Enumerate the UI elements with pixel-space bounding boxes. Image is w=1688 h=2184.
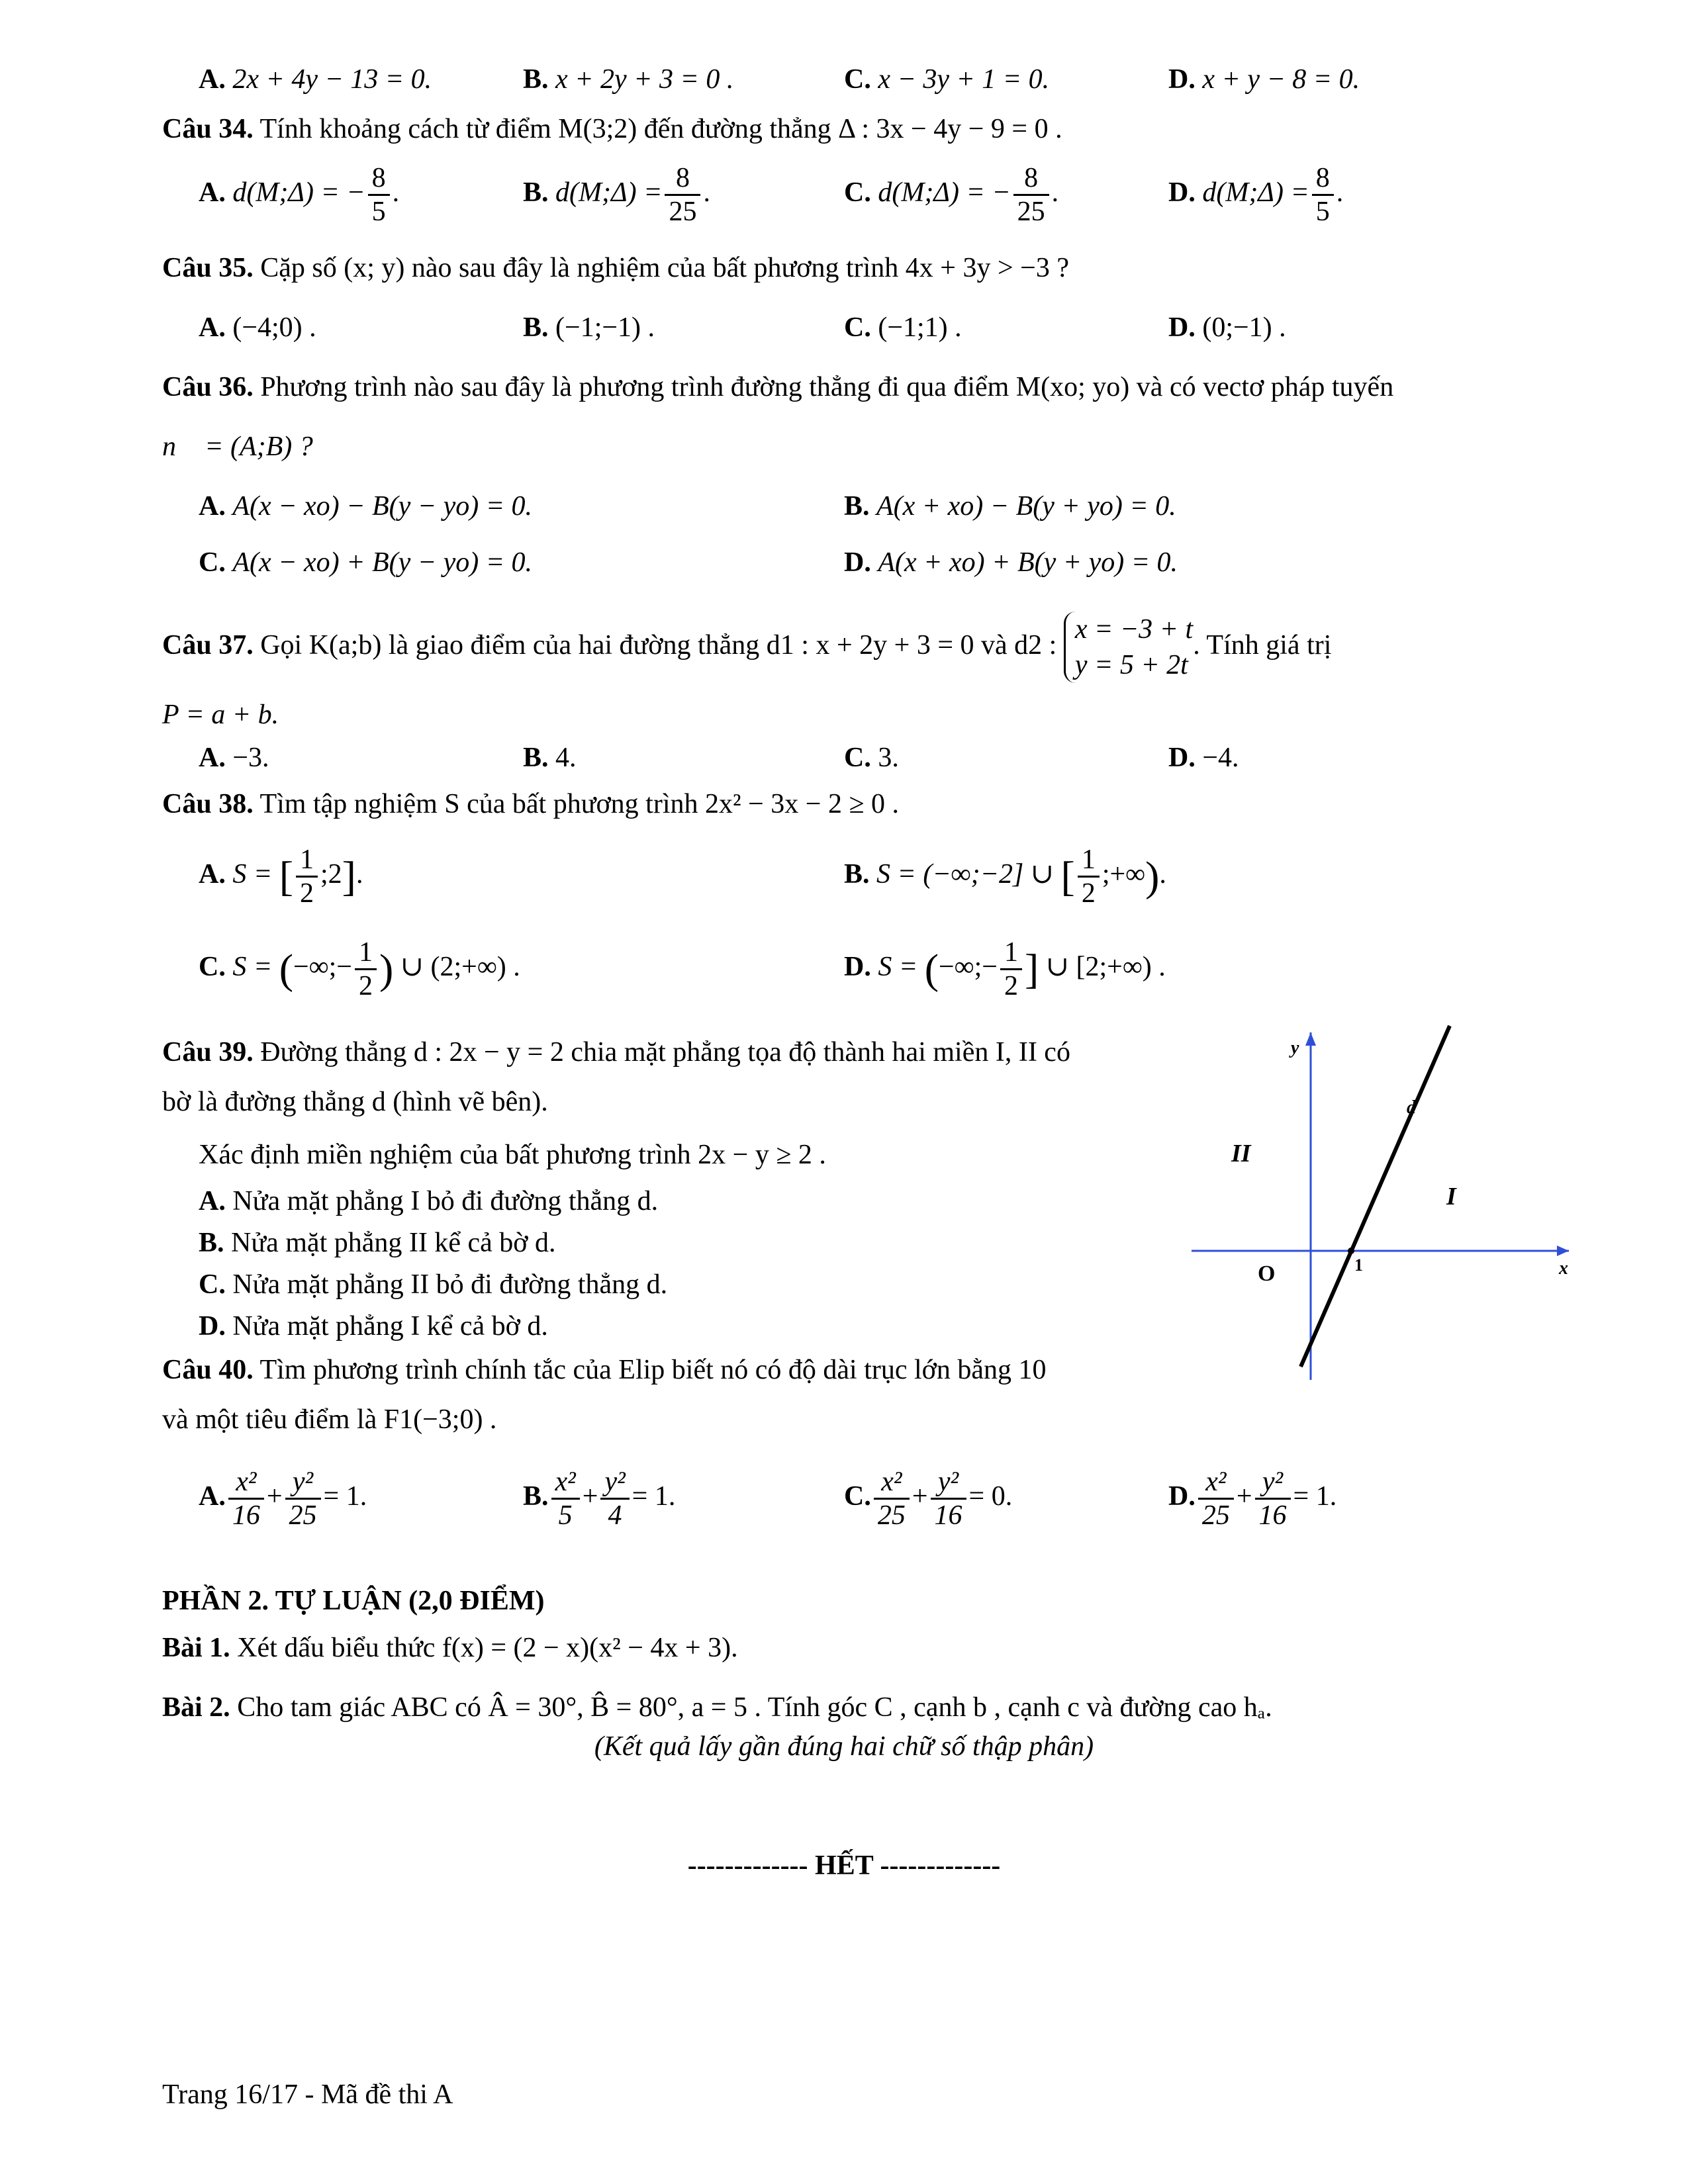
- region-i-label: I: [1446, 1183, 1456, 1210]
- q40-option-b: B. $\frac{\text{x²}}{5}$ + $\frac{\text{y²}}{4}$ = 1.: [523, 1467, 676, 1531]
- point-one: [1348, 1248, 1354, 1254]
- y-axis-arrow-icon: [1305, 1032, 1316, 1046]
- q33-option-d: D. x + y − 8 = 0.: [1168, 64, 1360, 95]
- q39-question: Câu 39. Đường thẳng d : 2x − y = 2 chia mặt phẳng tọa độ thành hai miền I, II có: [162, 1037, 1070, 1068]
- q34-option-d: D. d(M;Δ) = $\frac{8}{5}$ .: [1168, 163, 1344, 227]
- origin-label: O: [1258, 1261, 1276, 1286]
- q37-option-c: C. 3.: [844, 743, 899, 773]
- q40-question-cont: và một tiêu điểm là F1(−3;0) .: [162, 1404, 497, 1435]
- q37-system: x = −3 + t y = 5 + 2t: [1064, 612, 1193, 683]
- q36-option-a: A. A(x − xo) − B(y − yo) = 0.: [199, 491, 533, 522]
- x-axis-arrow-icon: [1557, 1246, 1569, 1256]
- q35-option-a: A. (−4;0) .: [199, 312, 316, 343]
- region-ii-label: II: [1231, 1140, 1251, 1167]
- q39-option-d: D. Nửa mặt phẳng I kể cả bờ d.: [199, 1311, 548, 1342]
- q38-option-d: D. S = (−∞;− $\frac{1}{2}$ ] ∪ [2;+∞) .: [844, 937, 1166, 1001]
- q38-option-c: C. S = (−∞;− $\frac{1}{2}$ ) ∪ (2;+∞) .: [199, 937, 520, 1001]
- q34-option-b: B. d(M;Δ) = $\frac{8}{25}$ .: [523, 163, 710, 227]
- q37-question-cont: P = a + b.: [162, 700, 279, 730]
- q39-prompt: Xác định miền nghiệm của bất phương trình 2x − y ≥ 2 .: [199, 1140, 826, 1170]
- q38-option-a: A. S = [ $\frac{1}{2}$ ;2].: [199, 844, 363, 909]
- q37-option-a: A. −3.: [199, 743, 269, 773]
- bai2: Bài 2. Cho tam giác ABC có Â = 30°, B̂ = 80°, a = 5 . Tính góc C , cạnh b , cạnh c và đường cao hₐ.: [162, 1692, 1272, 1723]
- q35-option-b: B. (−1;−1) .: [523, 312, 655, 343]
- line-d: [1301, 1026, 1450, 1367]
- q36-option-b: B. A(x + xo) − B(y + yo) = 0.: [844, 491, 1176, 522]
- q38-question: Câu 38. Tìm tập nghiệm S của bất phương trình 2x² − 3x − 2 ≥ 0 .: [162, 789, 900, 819]
- q38-option-b: B. S = (−∞;−2] ∪ [ $\frac{1}{2}$ ;+∞).: [844, 844, 1166, 909]
- bai1: Bài 1. Xét dấu biểu thức f(x) = (2 − x)(x² − 4x + 3).: [162, 1633, 738, 1663]
- page-footer: Trang 16/17 - Mã đề thi A: [162, 2079, 453, 2110]
- q40-option-c: C. $\frac{\text{x²}}{25}$ + $\frac{\text{y²}}{16}$ = 0.: [844, 1467, 1013, 1531]
- q34-option-c: C. d(M;Δ) = − $\frac{8}{25}$ .: [844, 163, 1059, 227]
- q36-option-c: C. A(x − xo) + B(y − yo) = 0.: [199, 547, 533, 578]
- q37-question: Câu 37. Gọi K(a;b) là giao điểm của hai đường thẳng d1 : x + 2y + 3 = 0 và d2 : x = −3 + t y = 5 + 2t . Tính giá trị: [162, 609, 1331, 683]
- q33-option-c: C. x − 3y + 1 = 0.: [844, 64, 1050, 95]
- q40-question: Câu 40. Tìm phương trình chính tắc của Elip biết nó có độ dài trục lớn bằng 10: [162, 1355, 1047, 1385]
- x-label: x: [1559, 1258, 1568, 1279]
- q36-option-d: D. A(x + xo) + B(y + yo) = 0.: [844, 547, 1178, 578]
- q37-option-d: D. −4.: [1168, 743, 1239, 773]
- q35-option-d: D. (0;−1) .: [1168, 312, 1286, 343]
- end-marker: ------------- HẾT -------------: [687, 1850, 1001, 1881]
- q36-question-cont: n⃗ = (A;B) ?: [162, 432, 313, 462]
- y-label: y: [1291, 1038, 1299, 1058]
- q40-option-a: A. $\frac{\text{x²}}{16}$ + $\frac{\text{y²}}{25}$ = 1.: [199, 1467, 367, 1531]
- q34-question: Câu 34. Tính khoảng cách từ điểm M(3;2) đến đường thẳng Δ : 3x − 4y − 9 = 0 .: [162, 114, 1062, 144]
- q37-option-b: B. 4.: [523, 743, 577, 773]
- q39-option-b: B. Nửa mặt phẳng II kể cả bờ d.: [199, 1228, 556, 1258]
- q36-question: Câu 36. Phương trình nào sau đây là phương trình đường thẳng đi qua điểm M(xo; yo) và có vectơ pháp tuyến: [162, 372, 1394, 402]
- q33-option-b: B. x + 2y + 3 = 0 .: [523, 64, 734, 95]
- q35-option-c: C. (−1;1) .: [844, 312, 962, 343]
- one-label: 1: [1354, 1255, 1363, 1275]
- q39-question-cont: bờ là đường thẳng d (hình vẽ bên).: [162, 1087, 548, 1117]
- q39-option-a: A. Nửa mặt phẳng I bỏ đi đường thẳng d.: [199, 1186, 659, 1216]
- q33-option-a: A. 2x + 4y − 13 = 0.: [199, 64, 432, 95]
- q39-option-c: C. Nửa mặt phẳng II bỏ đi đường thẳng d.: [199, 1269, 668, 1300]
- q39-graph: [1178, 1019, 1575, 1390]
- q34-option-a: A. d(M;Δ) = − $\frac{8}{5}$ .: [199, 163, 400, 227]
- part2-heading: PHẦN 2. TỰ LUẬN (2,0 ĐIỂM): [162, 1586, 545, 1616]
- q40-option-d: D. $\frac{\text{x²}}{25}$ + $\frac{\text{y²}}{16}$ = 1.: [1168, 1467, 1337, 1531]
- bai2-note: (Kết quả lấy gần đúng hai chữ số thập phân): [594, 1731, 1094, 1762]
- d-label: d: [1407, 1097, 1416, 1118]
- q35-question: Câu 35. Cặp số (x; y) nào sau đây là nghiệm của bất phương trình 4x + 3y > −3 ?: [162, 253, 1069, 283]
